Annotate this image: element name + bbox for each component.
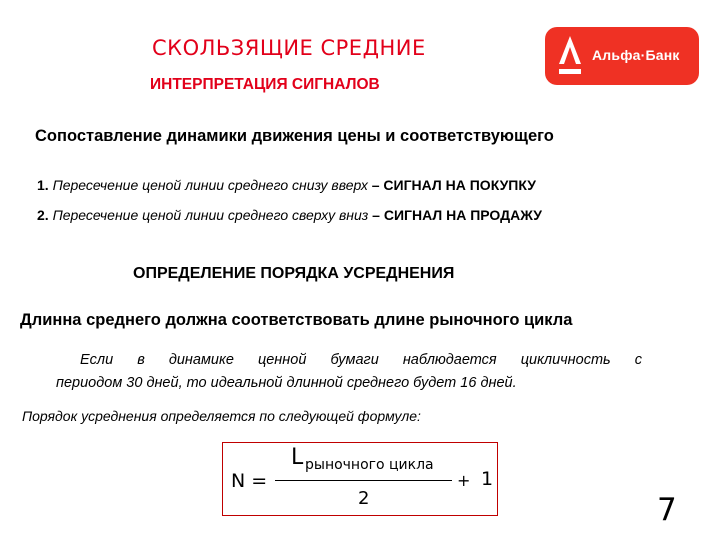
formula-constant: 1 (481, 468, 494, 490)
formula-intro: Порядок усреднения определяется по следующей формуле: (22, 408, 421, 424)
logo-text: Альфа·Банк (592, 47, 680, 63)
formula-denominator: 2 (358, 488, 370, 509)
rule-dash: – (367, 177, 384, 193)
formula-lhs: N = (231, 470, 268, 492)
alfa-bank-logo (545, 27, 699, 85)
fraction-bar (275, 480, 452, 481)
averaging-rule: Длинна среднего должна соответствовать длине рыночного цикла (20, 311, 573, 329)
signal-rule-sell (37, 207, 542, 223)
rule-dash: – (368, 207, 384, 223)
formula-numerator-subscript: рыночного цикла (305, 457, 434, 473)
page-number: 7 (657, 492, 677, 528)
formula-plus: + (457, 471, 471, 490)
rule-description: Пересечение ценой линии среднего сверху вниз (52, 207, 369, 223)
rule-number: 2. (37, 207, 49, 223)
rule-signal: СИГНАЛ НА ПОКУПКУ (383, 177, 536, 193)
rule-number: 1. (37, 177, 49, 193)
rule-signal: СИГНАЛ НА ПРОДАЖУ (383, 207, 542, 223)
example-line-2: периодом 30 дней, то идеальной длинной среднего будет 16 дней. (56, 375, 517, 391)
example-line-1: Если в динамике ценной бумаги наблюдается цикличность с (80, 352, 642, 368)
example-paragraph (56, 349, 642, 395)
formula-numerator-symbol: L (291, 445, 304, 470)
slide-subtitle: ИНТЕРПРЕТАЦИЯ СИГНАЛОВ (150, 76, 380, 93)
averaging-heading: ОПРЕДЕЛЕНИЕ ПОРЯДКА УСРЕДНЕНИЯ (133, 265, 455, 282)
formula-box (222, 442, 498, 516)
slide-title: СКОЛЬЗЯЩИЕ СРЕДНИЕ (152, 36, 426, 60)
signals-heading: Сопоставление динамики движения цены и соответствующего (35, 127, 554, 145)
rule-description: Пересечение ценой линии среднего снизу вверх (52, 177, 368, 193)
signal-rule-buy (37, 177, 536, 193)
alfa-letter-icon (557, 34, 583, 78)
